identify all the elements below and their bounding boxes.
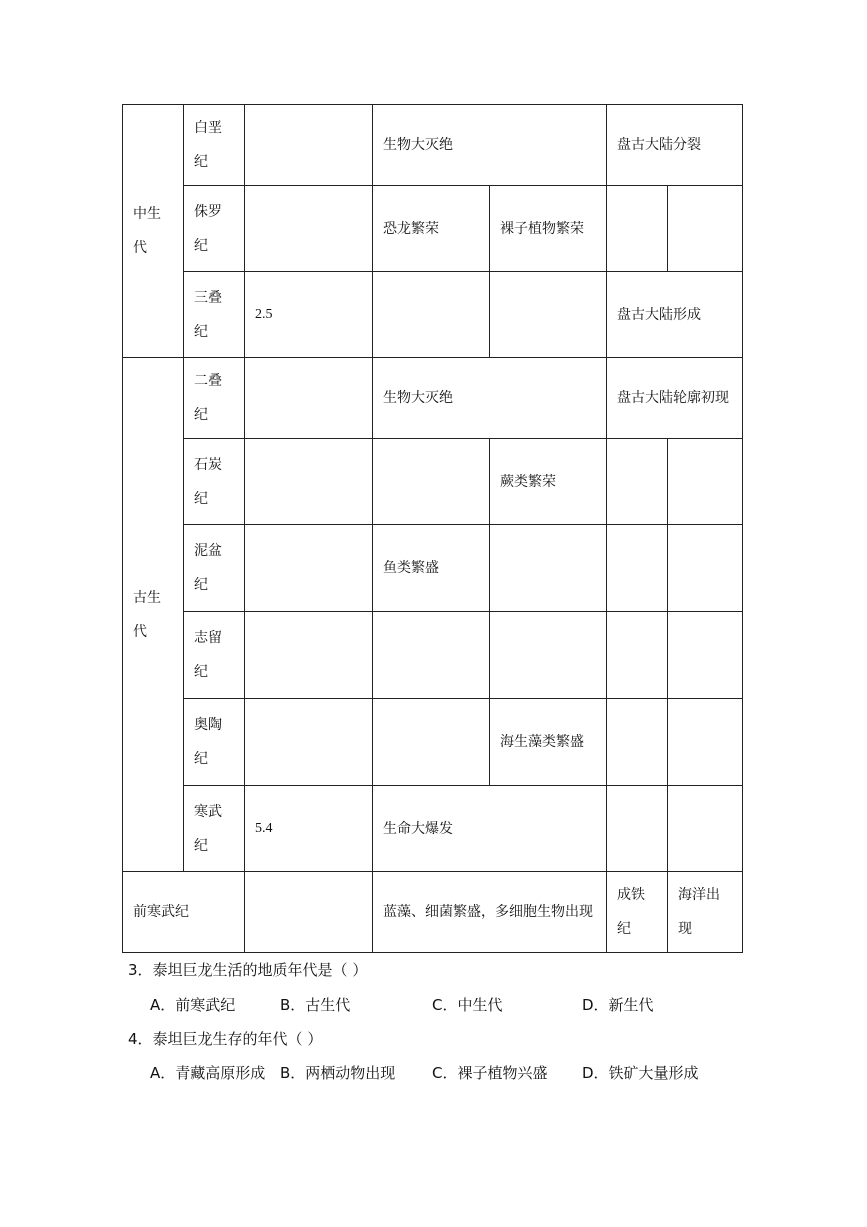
question-3-stem: 3．泰坦巨龙生活的地质年代是（ ） xyxy=(128,961,368,979)
era-cell-mesozoic: 中生代 xyxy=(123,105,184,358)
option-a[interactable]: A．前寒武纪 xyxy=(150,996,236,1014)
question-4-stem: 4．泰坦巨龙生存的年代（ ） xyxy=(128,1030,323,1048)
animal-event-cell xyxy=(373,699,490,786)
mineral-cell xyxy=(607,699,668,786)
option-b[interactable]: B．古生代 xyxy=(280,996,351,1014)
ocean-cell: 海洋出现 xyxy=(668,872,743,953)
period-cell-jurassic: 侏罗纪 xyxy=(184,186,245,272)
option-d[interactable]: D．铁矿大量形成 xyxy=(582,1064,699,1082)
period-cell-cambrian: 寒武纪 xyxy=(184,786,245,872)
life-event-cell: 生命大爆发 xyxy=(373,786,607,872)
geo-event-cell: 盘古大陆轮廓初现 xyxy=(607,358,743,439)
ocean-cell xyxy=(668,612,743,699)
geologic-time-table xyxy=(122,104,743,953)
period-cell-permian: 二叠纪 xyxy=(184,358,245,439)
animal-event-cell: 恐龙繁荣 xyxy=(373,186,490,272)
period-cell-silurian: 志留纪 xyxy=(184,612,245,699)
life-event-cell: 蓝藻、细菌繁盛，多细胞生物出现 xyxy=(373,872,607,953)
plant-event-cell xyxy=(490,525,607,612)
animal-event-cell: 鱼类繁盛 xyxy=(373,525,490,612)
period-cell-ordovician: 奥陶纪 xyxy=(184,699,245,786)
animal-event-cell xyxy=(373,439,490,525)
option-c[interactable]: C．中生代 xyxy=(432,996,503,1014)
age-cell xyxy=(245,105,373,186)
geo-event-cell: 盘古大陆分裂 xyxy=(607,105,743,186)
mineral-cell xyxy=(607,439,668,525)
mineral-cell xyxy=(607,186,668,272)
mineral-cell: 成铁纪 xyxy=(607,872,668,953)
period-cell-cretaceous: 白垩纪 xyxy=(184,105,245,186)
ocean-cell xyxy=(668,525,743,612)
ocean-cell xyxy=(668,439,743,525)
ocean-cell xyxy=(668,699,743,786)
age-cell xyxy=(245,699,373,786)
period-cell-devonian: 泥盆纪 xyxy=(184,525,245,612)
option-c[interactable]: C．裸子植物兴盛 xyxy=(432,1064,548,1082)
life-event-cell: 生物大灭绝 xyxy=(373,358,607,439)
plant-event-cell: 裸子植物繁荣 xyxy=(490,186,607,272)
age-cell xyxy=(245,186,373,272)
age-cell-cambrian: 5.4 xyxy=(245,786,373,872)
option-a[interactable]: A．青藏高原形成 xyxy=(150,1064,266,1082)
age-cell xyxy=(245,872,373,953)
life-event-cell: 生物大灭绝 xyxy=(373,105,607,186)
plant-event-cell xyxy=(490,612,607,699)
age-cell-triassic: 2.5 xyxy=(245,272,373,358)
plant-event-cell xyxy=(490,272,607,358)
animal-event-cell xyxy=(373,612,490,699)
age-cell xyxy=(245,525,373,612)
period-cell-carboniferous: 石炭纪 xyxy=(184,439,245,525)
geo-event-cell: 盘古大陆形成 xyxy=(607,272,743,358)
option-b[interactable]: B．两栖动物出现 xyxy=(280,1064,396,1082)
animal-event-cell xyxy=(373,272,490,358)
age-cell xyxy=(245,439,373,525)
period-cell-triassic: 三叠纪 xyxy=(184,272,245,358)
era-cell-paleozoic: 古生代 xyxy=(123,358,184,872)
ocean-cell xyxy=(668,186,743,272)
mineral-cell xyxy=(607,525,668,612)
age-cell xyxy=(245,612,373,699)
ocean-cell xyxy=(668,786,743,872)
age-cell xyxy=(245,358,373,439)
option-d[interactable]: D．新生代 xyxy=(582,996,654,1014)
plant-event-cell: 蕨类繁荣 xyxy=(490,439,607,525)
plant-event-cell: 海生藻类繁盛 xyxy=(490,699,607,786)
mineral-cell xyxy=(607,612,668,699)
era-cell-precambrian: 前寒武纪 xyxy=(123,872,245,953)
mineral-cell xyxy=(607,786,668,872)
